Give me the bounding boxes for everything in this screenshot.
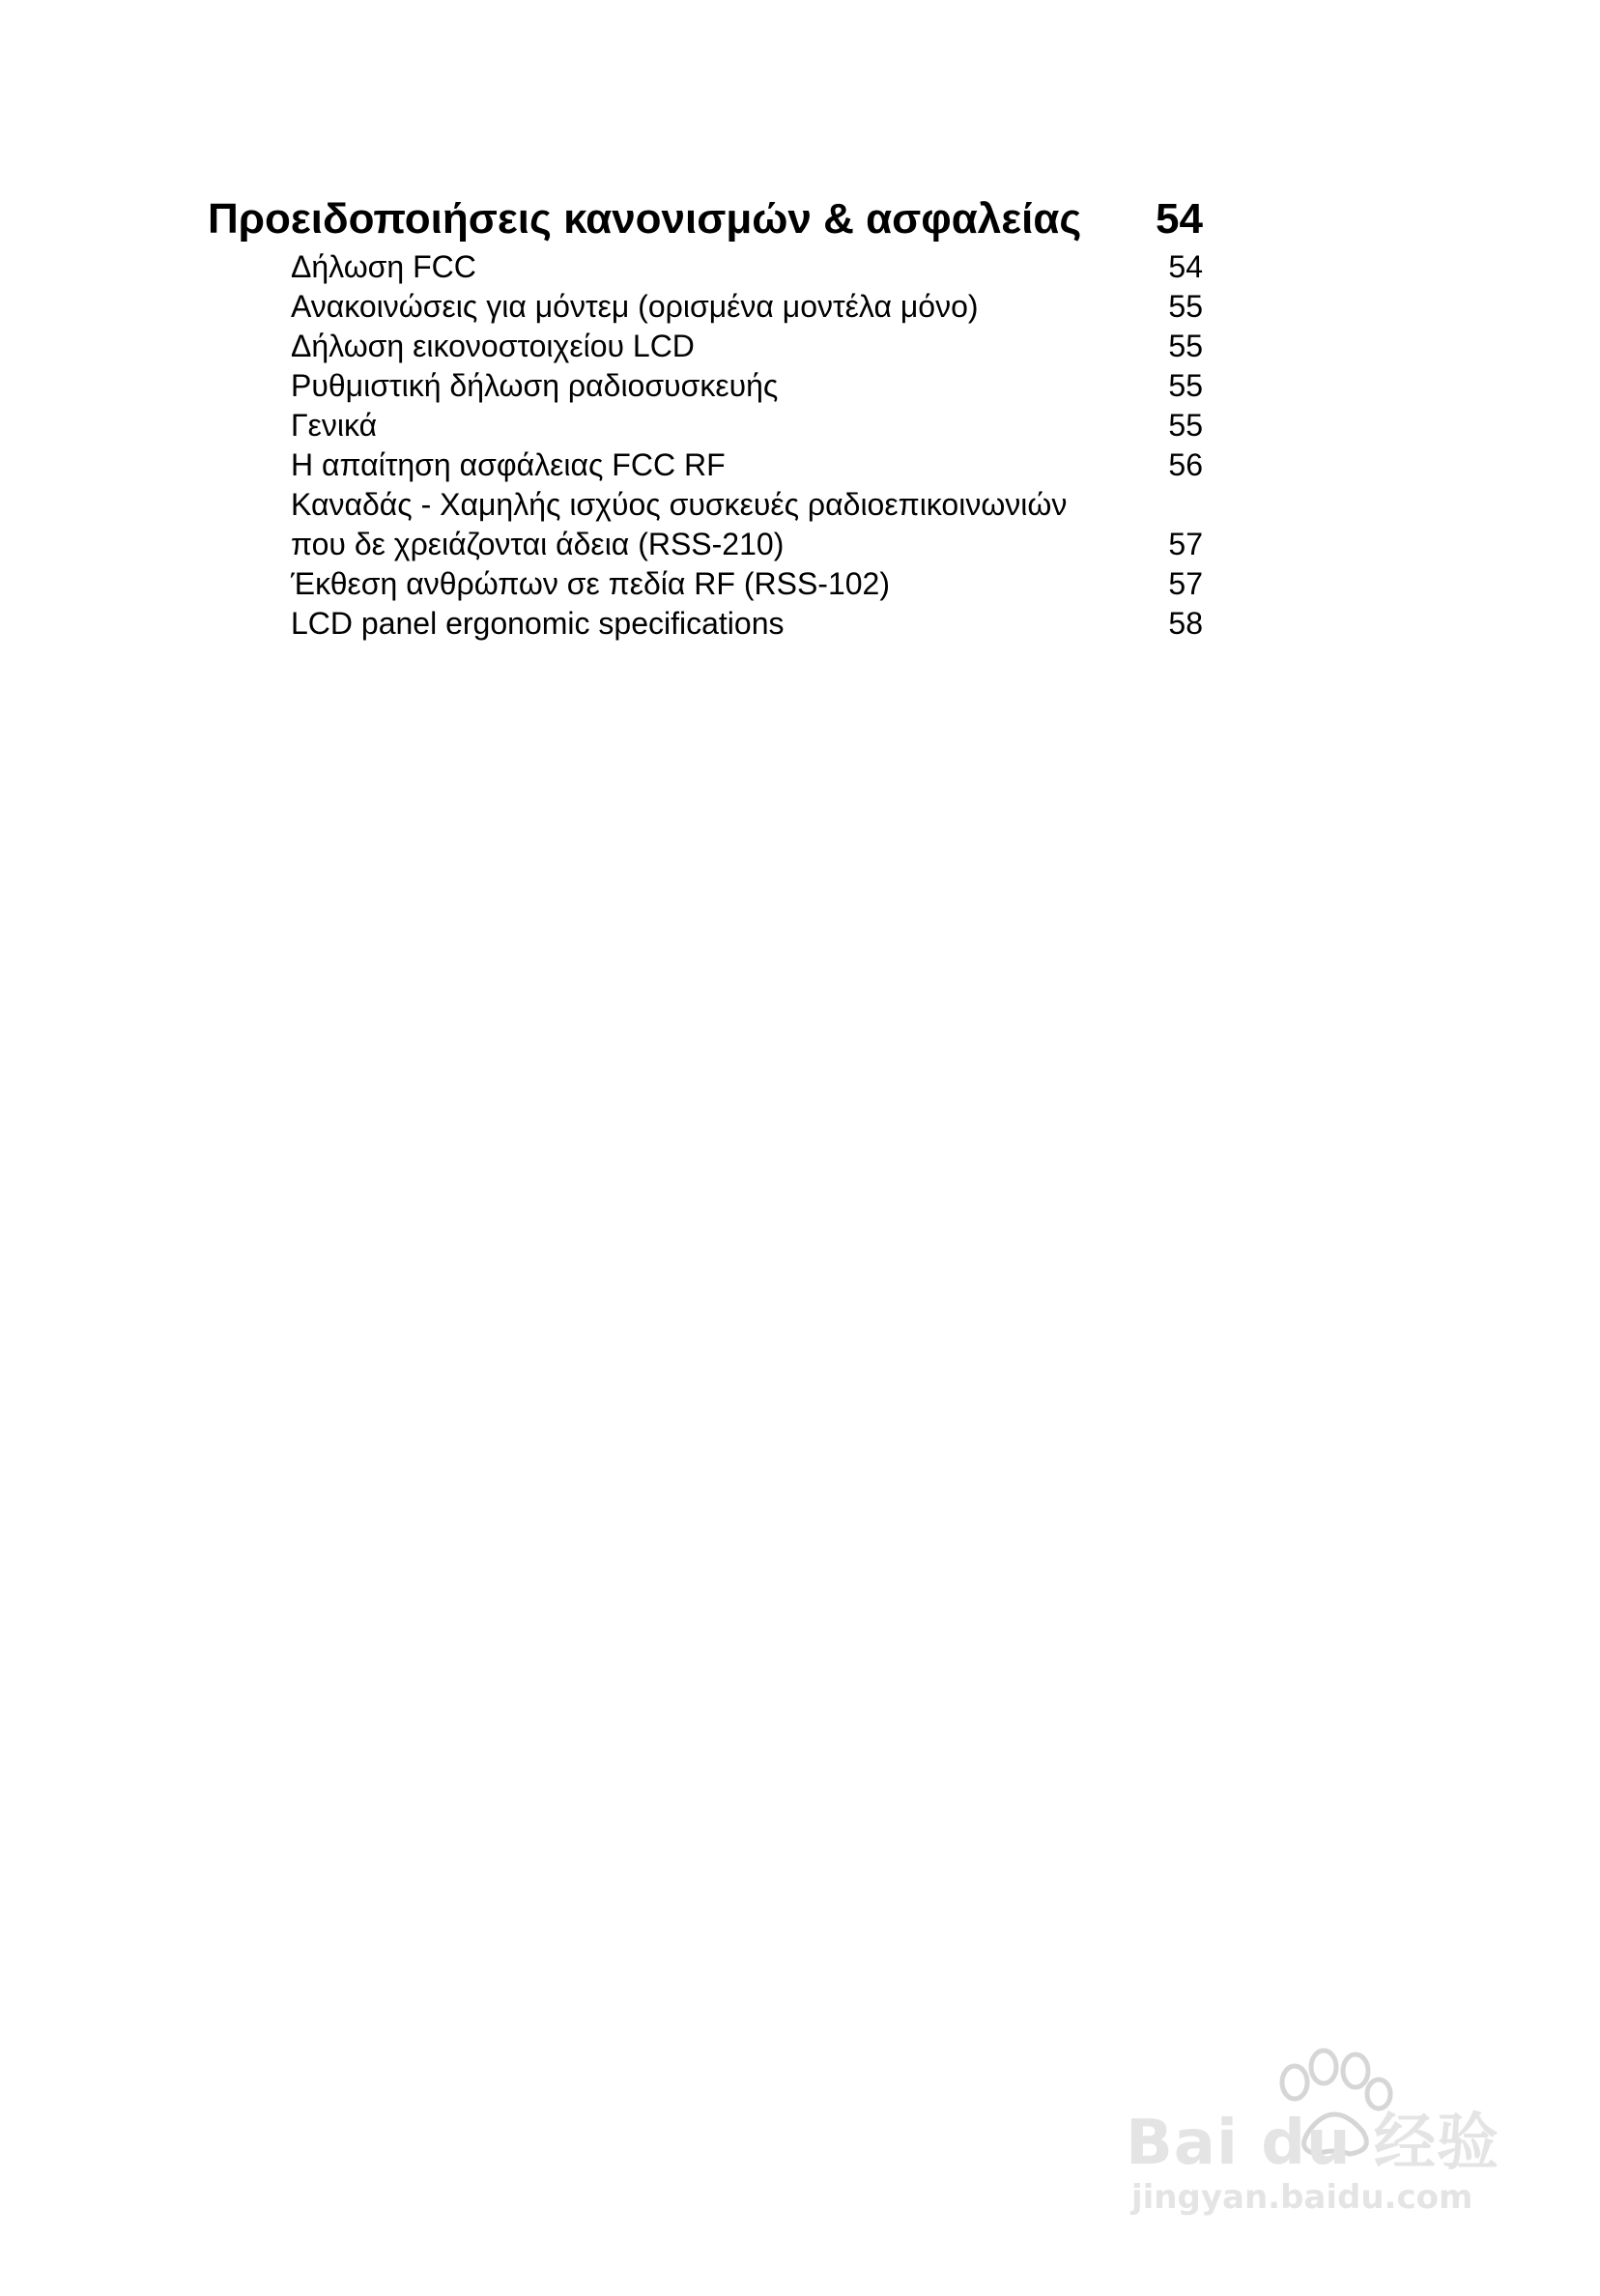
entry-page-number: 55 xyxy=(1168,289,1203,324)
entry-page-number: 57 xyxy=(1168,566,1203,601)
entry-title: Δήλωση FCC xyxy=(291,249,476,284)
watermark-url: jingyan.baidu.com xyxy=(1131,2178,1473,2217)
section-page-number: 54 xyxy=(1156,195,1203,243)
entry-title: Γενικά xyxy=(291,408,378,443)
entry-title: LCD panel ergonomic specifications xyxy=(291,606,785,641)
entry-title: Η απαίτηση ασφάλειας FCC RF xyxy=(291,447,726,482)
entry-title: Δήλωση εικονοστοιχείου LCD xyxy=(291,329,695,363)
entry-page-number: 58 xyxy=(1168,606,1203,641)
toc-entry xyxy=(291,327,1203,366)
entry-title: Έκθεση ανθρώπων σε πεδία RF (RSS-102) xyxy=(291,566,890,601)
watermark-brand: Bai du 经验 xyxy=(1126,2108,1500,2179)
table-of-contents xyxy=(208,193,1203,644)
entry-title: Ρυθμιστική δήλωση ραδιοσυσκευής xyxy=(291,368,779,403)
toc-entries xyxy=(208,247,1203,644)
section-title: Προειδοποιήσεις κανονισμών & ασφαλείας xyxy=(208,195,1082,243)
toc-entry xyxy=(291,247,1203,287)
entry-page-number: 55 xyxy=(1168,329,1203,363)
baidu-jingyan-watermark xyxy=(1126,2034,1512,2218)
toc-entry xyxy=(291,287,1203,327)
toc-entry xyxy=(291,564,1203,604)
toc-entry xyxy=(291,406,1203,445)
toc-entry xyxy=(291,445,1203,485)
toc-entry xyxy=(291,485,1203,564)
entry-page-number: 55 xyxy=(1168,408,1203,443)
toc-section-heading xyxy=(208,193,1203,245)
toc-entry xyxy=(291,366,1203,406)
entry-title: Ανακοινώσεις για μόντεμ (ορισμένα μοντέλα μόνο) xyxy=(291,289,979,324)
entry-title: Καναδάς - Χαμηλής ισχύος συσκευές ραδιοεπικοινωνιών που δε χρειάζονται άδεια (RSS-210) xyxy=(291,487,1068,561)
toc-entry xyxy=(291,604,1203,644)
entry-page-number: 54 xyxy=(1168,249,1203,284)
entry-page-number: 55 xyxy=(1168,368,1203,403)
entry-page-number: 57 xyxy=(1168,527,1203,561)
entry-page-number: 56 xyxy=(1168,447,1203,482)
